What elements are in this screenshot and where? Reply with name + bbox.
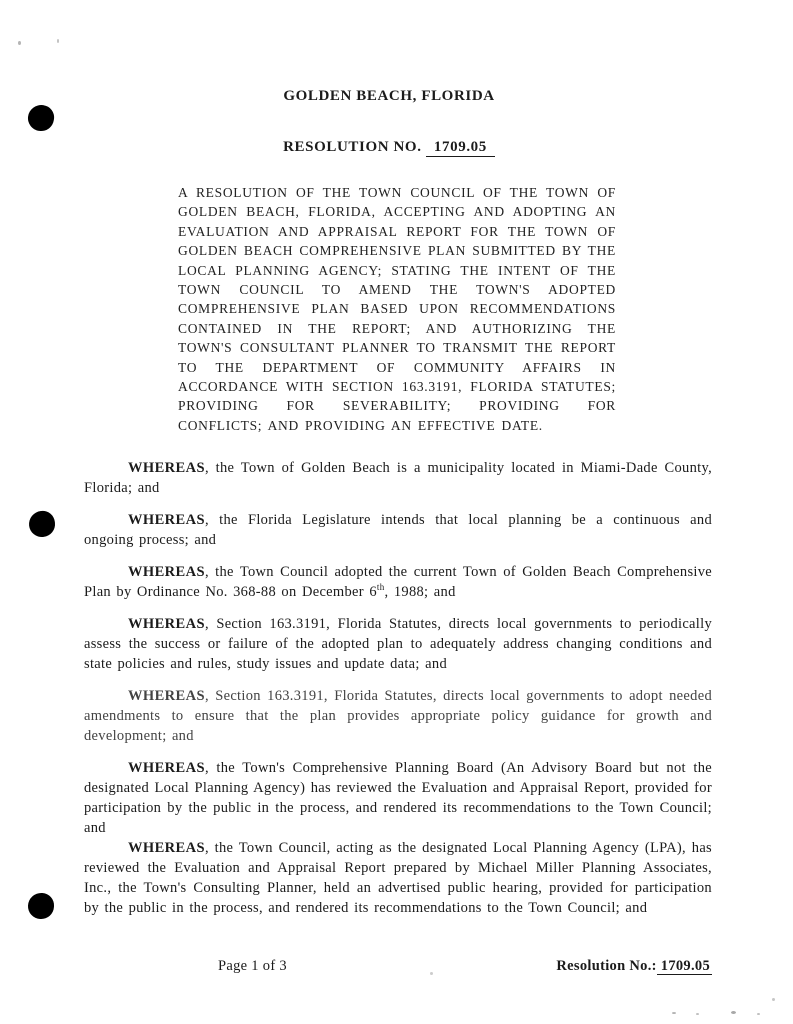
page-number: Page 1 of 3: [218, 958, 287, 974]
whereas-clause-7: [84, 838, 712, 918]
resolution-heading-label: RESOLUTION NO.: [283, 139, 422, 155]
resolution-preamble: A RESOLUTION OF THE TOWN COUNCIL OF THE TOWN OF GOLDEN BEACH, FLORIDA, ACCEPTING AND ADOPTING AN EVALUATION AND APPRAISAL REPORT FOR THE TOWN OF GOLDEN BEACH COMPREHENSIVE PLAN SUBMITTED BY THE LOCAL PLANNING AGENCY; STATING THE INTENT OF THE TOWN COUNCIL TO AMEND THE TOWN'S ADOPTED COMPREHENSIVE PLAN BASED UPON RECOMMENDATIONS CONTAINED IN THE REPORT; AND AUTHORIZING THE TOWN'S CONSULTANT PLANNER TO TRANSMIT THE REPORT TO THE DEPARTMENT OF COMMUNITY AFFAIRS IN ACCORDANCE WITH SECTION 163.3191, FLORIDA STATUTES; PROVIDING FOR SEVERABILITY; PROVIDING FOR CONFLICTS; AND PROVIDING AN EFFECTIVE DATE.: [178, 185, 616, 433]
document-body: [84, 183, 712, 918]
punch-hole-middle: [28, 510, 57, 539]
whereas-clause-4: [84, 614, 712, 674]
footer-resolution-label: Resolution No.:: [556, 958, 657, 974]
whereas-lead: WHEREAS: [128, 616, 205, 633]
punch-hole-top: [26, 103, 55, 132]
scan-speckle: [772, 998, 775, 1001]
whereas-clause-6: [84, 758, 712, 838]
footer-resolution-value: 1709.05: [657, 958, 712, 975]
whereas-clause-1: [84, 458, 712, 498]
whereas-lead: WHEREAS: [128, 840, 205, 857]
whereas-text: , the Town Council adopted the current Town of Golden Beach Comprehensive Plan by Ordinance No. 368-88 on December 6: [84, 564, 712, 601]
scan-speckle: [57, 39, 59, 43]
whereas-text: , Section 163.3191, Florida Statutes, directs local governments to adopt needed amendments to ensure that the plan provides appropriate policy guidance for growth and development; and: [84, 688, 712, 745]
whereas-text: , the Florida Legislature intends that local planning be a continuous and ongoing process; and: [84, 512, 712, 549]
scan-speckle: [672, 1012, 676, 1014]
ordinal-superscript: th: [376, 582, 385, 593]
whereas-text: , the Town of Golden Beach is a municipality located in Miami-Dade County, Florida; and: [84, 460, 712, 497]
whereas-text: , Section 163.3191, Florida Statutes, directs local governments to periodically assess the success or failure of the adopted plan to adequately address changing conditions and state policies and rules, study issues and update data; and: [84, 616, 712, 673]
whereas-lead: WHEREAS: [128, 688, 205, 705]
whereas-text: , 1988; and: [384, 584, 456, 601]
resolution-heading-number: 1709.05: [426, 139, 495, 157]
whereas-text: , the Town Council, acting as the designated Local Planning Agency (LPA), has reviewed the Evaluation and Appraisal Report prepared by Michael Miller Planning Associates, Inc., the Town's Consulting Planner, held an advertised public hearing, provided for participation by the public in the process, and rendered its recommendations to the Town Council; and: [84, 840, 712, 917]
whereas-lead: WHEREAS: [128, 512, 205, 529]
whereas-lead: WHEREAS: [128, 460, 205, 477]
scan-speckle: [731, 1011, 736, 1014]
whereas-lead: WHEREAS: [128, 760, 205, 777]
page-footer: [84, 958, 712, 975]
whereas-clause-5: [84, 686, 712, 746]
whereas-text: , the Town's Comprehensive Planning Board (An Advisory Board but not the designated Local Planning Agency) has reviewed the Evaluation and Appraisal Report, provided for participation by the public in the process, and rendered its recommendations to the Town Council; and: [84, 760, 712, 837]
whereas-lead: WHEREAS: [128, 564, 205, 581]
scan-speckle: [757, 1013, 760, 1015]
whereas-clause-2: [84, 510, 712, 550]
punch-hole-bottom: [27, 892, 54, 919]
scan-speckle: [696, 1013, 699, 1015]
whereas-clause-3: [84, 562, 712, 602]
scan-speckle: [18, 41, 21, 45]
document-title: GOLDEN BEACH, FLORIDA: [283, 88, 495, 104]
whereas-clauses: [84, 458, 712, 918]
footer-resolution-number: [556, 958, 712, 975]
resolution-heading: [0, 139, 778, 156]
